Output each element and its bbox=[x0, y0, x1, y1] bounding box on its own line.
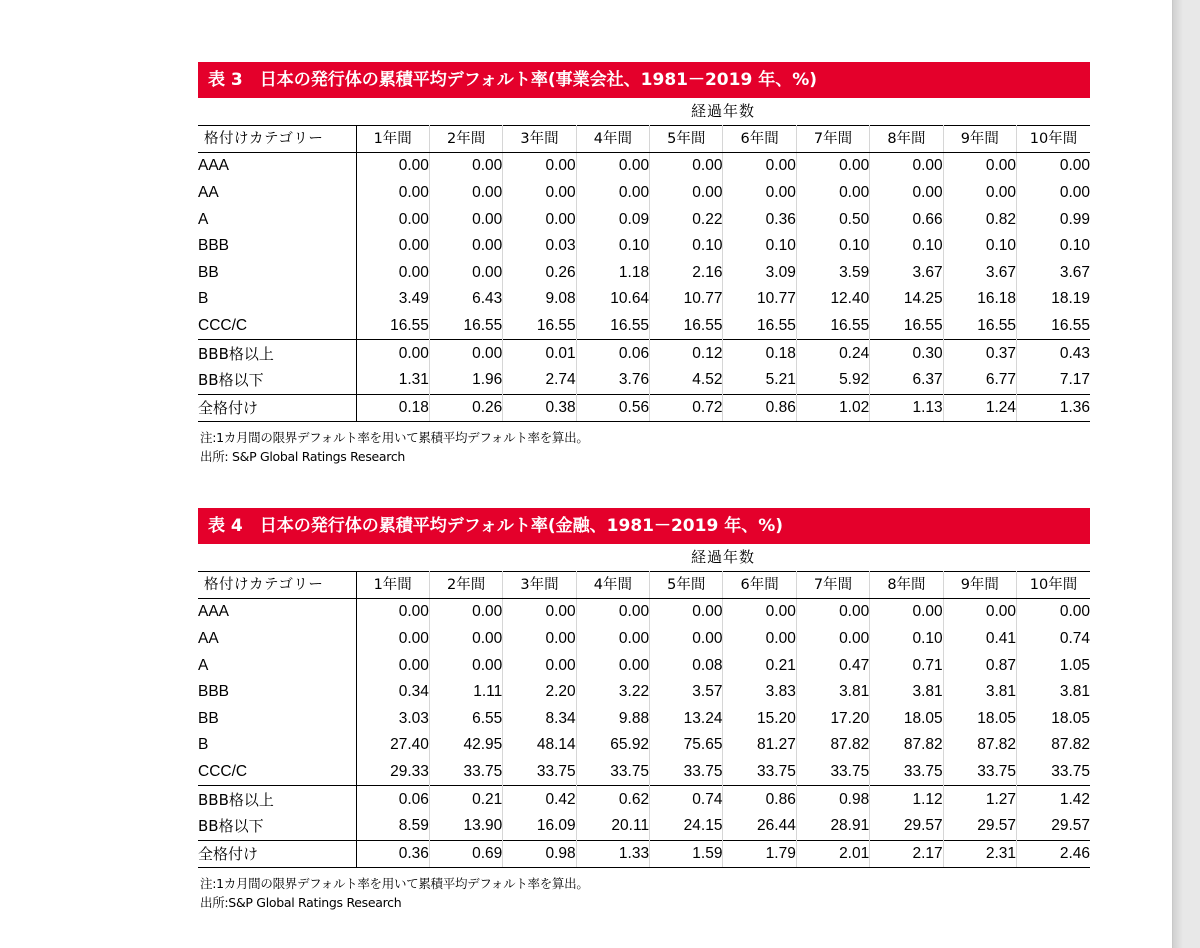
value-cell: 1.12 bbox=[870, 786, 943, 813]
table-row bbox=[198, 652, 1090, 679]
value-cell: 3.81 bbox=[870, 679, 943, 706]
value-cell: 0.00 bbox=[429, 180, 502, 207]
rating-label: CCC/C bbox=[198, 759, 356, 786]
value-cell: 3.09 bbox=[723, 260, 796, 287]
value-cell: 0.00 bbox=[356, 652, 429, 679]
rating-label: AA bbox=[198, 180, 356, 207]
value-cell: 29.57 bbox=[943, 813, 1016, 840]
value-cell: 0.10 bbox=[870, 626, 943, 653]
value-cell: 0.00 bbox=[356, 340, 429, 367]
column-header-row bbox=[198, 571, 1090, 599]
value-cell: 16.55 bbox=[943, 313, 1016, 340]
rating-label: BBB格以上 bbox=[198, 786, 356, 813]
value-cell: 2.20 bbox=[503, 679, 576, 706]
rating-label: BBB bbox=[198, 233, 356, 260]
value-cell: 0.10 bbox=[1059, 237, 1091, 255]
rating-label: B bbox=[198, 286, 356, 313]
value-cell: 48.14 bbox=[503, 732, 576, 759]
column-header-5y: 5年間 bbox=[650, 125, 723, 153]
value-cell: 1.24 bbox=[943, 394, 1016, 422]
value-cell: 0.00 bbox=[576, 153, 649, 180]
column-header-6y: 6年間 bbox=[723, 125, 796, 153]
span-header-row bbox=[198, 544, 1090, 571]
value-cell: 29.57 bbox=[1051, 817, 1091, 835]
value-cell: 1.36 bbox=[1017, 394, 1091, 422]
value-cell: 0.82 bbox=[943, 206, 1016, 233]
value-cell: 3.67 bbox=[943, 260, 1016, 287]
value-cell: 87.82 bbox=[870, 732, 943, 759]
value-cell: 10.77 bbox=[723, 286, 796, 313]
value-cell: 0.00 bbox=[356, 206, 429, 233]
value-cell: 0.00 bbox=[723, 180, 796, 207]
value-cell: 0.12 bbox=[650, 340, 723, 367]
value-cell: 2.46 bbox=[1017, 840, 1091, 868]
value-cell: 0.00 bbox=[429, 340, 502, 367]
value-cell: 1.13 bbox=[870, 394, 943, 422]
value-cell: 0.99 bbox=[1059, 210, 1091, 228]
value-cell: 16.55 bbox=[650, 313, 723, 340]
column-header-8y: 8年間 bbox=[870, 125, 943, 153]
value-cell: 4.52 bbox=[650, 367, 723, 394]
value-cell: 0.00 bbox=[356, 626, 429, 653]
column-header-row bbox=[198, 125, 1090, 153]
elapsed-years-header: 経過年数 bbox=[691, 102, 756, 121]
table3-title: 表 3 日本の発行体の累積平均デフォルト率(事業会社、1981－2019 年、%) bbox=[198, 62, 1090, 98]
value-cell: 1.31 bbox=[356, 367, 429, 394]
value-cell: 1.11 bbox=[429, 679, 502, 706]
value-cell: 9.08 bbox=[503, 286, 576, 313]
value-cell: 0.00 bbox=[576, 652, 649, 679]
value-cell: 16.55 bbox=[503, 313, 576, 340]
table-row bbox=[198, 286, 1090, 313]
column-header-7y: 7年間 bbox=[796, 571, 869, 599]
value-cell: 0.00 bbox=[356, 599, 429, 626]
value-cell: 33.75 bbox=[943, 759, 1016, 786]
rating-label: B bbox=[198, 732, 356, 759]
rating-label: 全格付け bbox=[198, 840, 356, 868]
value-cell: 42.95 bbox=[429, 732, 502, 759]
table-row bbox=[198, 153, 1090, 180]
value-cell: 0.00 bbox=[503, 206, 576, 233]
value-cell: 1.42 bbox=[1017, 786, 1091, 813]
value-cell: 26.44 bbox=[723, 813, 796, 840]
rating-category-header: 格付けカテゴリー bbox=[198, 571, 356, 599]
value-cell: 0.74 bbox=[650, 786, 723, 813]
table-row bbox=[198, 759, 1090, 786]
value-cell: 0.00 bbox=[723, 626, 796, 653]
value-cell: 1.79 bbox=[723, 840, 796, 868]
value-cell: 0.00 bbox=[943, 153, 1016, 180]
rating-label: AAA bbox=[198, 153, 356, 180]
table-row bbox=[198, 679, 1090, 706]
value-cell: 0.26 bbox=[429, 394, 502, 422]
value-cell: 3.81 bbox=[1059, 683, 1091, 701]
value-cell: 28.91 bbox=[796, 813, 869, 840]
rating-label: AAA bbox=[198, 599, 356, 626]
table4-note: 注:1カ月間の限界デフォルト率を用いて累積平均デフォルト率を算出。 bbox=[200, 876, 589, 892]
value-cell: 0.00 bbox=[943, 180, 1016, 207]
value-cell: 7.17 bbox=[1059, 371, 1091, 389]
table3-section bbox=[198, 62, 1090, 466]
value-cell: 0.26 bbox=[503, 260, 576, 287]
table-row bbox=[198, 313, 1090, 340]
value-cell: 3.22 bbox=[576, 679, 649, 706]
viewer-right-gutter bbox=[1172, 0, 1200, 948]
value-cell: 0.00 bbox=[429, 153, 502, 180]
column-header-5y: 5年間 bbox=[650, 571, 723, 599]
value-cell: 0.00 bbox=[576, 599, 649, 626]
value-cell: 1.05 bbox=[1059, 656, 1091, 674]
value-cell: 0.00 bbox=[429, 233, 502, 260]
table-row bbox=[198, 626, 1090, 653]
value-cell: 0.24 bbox=[796, 340, 869, 367]
value-cell: 0.00 bbox=[356, 153, 429, 180]
value-cell: 18.05 bbox=[870, 706, 943, 733]
column-header-7y: 7年間 bbox=[796, 125, 869, 153]
rating-label: BB格以下 bbox=[198, 813, 356, 840]
value-cell: 6.43 bbox=[429, 286, 502, 313]
value-cell: 33.75 bbox=[429, 759, 502, 786]
value-cell: 29.33 bbox=[356, 759, 429, 786]
table-row bbox=[198, 260, 1090, 287]
table-row bbox=[198, 394, 1090, 422]
value-cell: 16.55 bbox=[356, 313, 429, 340]
value-cell: 0.21 bbox=[723, 652, 796, 679]
value-cell: 33.75 bbox=[650, 759, 723, 786]
column-header-3y: 3年間 bbox=[503, 571, 576, 599]
value-cell: 0.00 bbox=[576, 180, 649, 207]
value-cell: 0.00 bbox=[429, 626, 502, 653]
value-cell: 0.36 bbox=[356, 840, 429, 868]
value-cell: 0.00 bbox=[1059, 603, 1091, 621]
value-cell: 0.00 bbox=[503, 652, 576, 679]
value-cell: 0.69 bbox=[429, 840, 502, 868]
rating-label: BB bbox=[198, 260, 356, 287]
table3-note: 注:1カ月間の限界デフォルト率を用いて累積平均デフォルト率を算出。 bbox=[200, 430, 589, 446]
table4-grid bbox=[198, 544, 1090, 868]
value-cell: 0.10 bbox=[576, 233, 649, 260]
value-cell: 3.49 bbox=[356, 286, 429, 313]
table4-source: 出所:S&P Global Ratings Research bbox=[200, 895, 402, 911]
column-header-10y: 10年間 bbox=[1017, 571, 1091, 599]
value-cell: 0.72 bbox=[650, 394, 723, 422]
value-cell: 13.90 bbox=[429, 813, 502, 840]
value-cell: 0.00 bbox=[723, 153, 796, 180]
rating-label: A bbox=[198, 206, 356, 233]
table3-notes bbox=[198, 428, 1090, 466]
value-cell: 2.17 bbox=[870, 840, 943, 868]
column-header-10y: 10年間 bbox=[1017, 125, 1091, 153]
value-cell: 0.34 bbox=[356, 679, 429, 706]
value-cell: 0.00 bbox=[1059, 184, 1091, 202]
value-cell: 0.10 bbox=[650, 233, 723, 260]
table-row bbox=[198, 786, 1090, 813]
value-cell: 33.75 bbox=[870, 759, 943, 786]
value-cell: 1.96 bbox=[429, 367, 502, 394]
value-cell: 0.10 bbox=[943, 233, 1016, 260]
table-row bbox=[198, 180, 1090, 207]
value-cell: 3.59 bbox=[796, 260, 869, 287]
value-cell: 0.00 bbox=[943, 599, 1016, 626]
value-cell: 0.38 bbox=[503, 394, 576, 422]
value-cell: 16.09 bbox=[503, 813, 576, 840]
value-cell: 14.25 bbox=[870, 286, 943, 313]
value-cell: 0.71 bbox=[870, 652, 943, 679]
value-cell: 33.75 bbox=[576, 759, 649, 786]
table-row bbox=[198, 813, 1090, 840]
value-cell: 3.03 bbox=[356, 706, 429, 733]
column-header-6y: 6年間 bbox=[723, 571, 796, 599]
value-cell: 9.88 bbox=[576, 706, 649, 733]
column-header-9y: 9年間 bbox=[943, 125, 1016, 153]
value-cell: 0.18 bbox=[356, 394, 429, 422]
value-cell: 0.09 bbox=[576, 206, 649, 233]
value-cell: 27.40 bbox=[356, 732, 429, 759]
table3-grid bbox=[198, 98, 1090, 422]
column-header-1y: 1年間 bbox=[356, 125, 429, 153]
value-cell: 0.00 bbox=[650, 153, 723, 180]
rating-label: BBB bbox=[198, 679, 356, 706]
value-cell: 0.43 bbox=[1017, 340, 1091, 367]
value-cell: 1.33 bbox=[576, 840, 649, 868]
table-row bbox=[198, 599, 1090, 626]
value-cell: 87.82 bbox=[796, 732, 869, 759]
table-row bbox=[198, 367, 1090, 394]
value-cell: 10.77 bbox=[650, 286, 723, 313]
value-cell: 12.40 bbox=[796, 286, 869, 313]
value-cell: 16.55 bbox=[723, 313, 796, 340]
value-cell: 33.75 bbox=[1051, 763, 1091, 781]
value-cell: 0.47 bbox=[796, 652, 869, 679]
value-cell: 0.22 bbox=[650, 206, 723, 233]
value-cell: 13.24 bbox=[650, 706, 723, 733]
value-cell: 0.30 bbox=[870, 340, 943, 367]
value-cell: 0.00 bbox=[870, 153, 943, 180]
value-cell: 3.76 bbox=[576, 367, 649, 394]
value-cell: 3.81 bbox=[943, 679, 1016, 706]
value-cell: 5.92 bbox=[796, 367, 869, 394]
value-cell: 0.00 bbox=[576, 626, 649, 653]
value-cell: 0.10 bbox=[796, 233, 869, 260]
value-cell: 0.41 bbox=[943, 626, 1016, 653]
value-cell: 29.57 bbox=[870, 813, 943, 840]
value-cell: 65.92 bbox=[576, 732, 649, 759]
value-cell: 16.55 bbox=[576, 313, 649, 340]
value-cell: 17.20 bbox=[796, 706, 869, 733]
value-cell: 0.10 bbox=[870, 233, 943, 260]
table4-title: 表 4 日本の発行体の累積平均デフォルト率(金融、1981－2019 年、%) bbox=[198, 508, 1090, 544]
value-cell: 0.62 bbox=[576, 786, 649, 813]
column-header-4y: 4年間 bbox=[576, 571, 649, 599]
value-cell: 0.00 bbox=[796, 599, 869, 626]
column-header-3y: 3年間 bbox=[503, 125, 576, 153]
value-cell: 0.56 bbox=[576, 394, 649, 422]
value-cell: 16.55 bbox=[796, 313, 869, 340]
value-cell: 24.15 bbox=[650, 813, 723, 840]
value-cell: 2.31 bbox=[943, 840, 1016, 868]
value-cell: 16.55 bbox=[870, 313, 943, 340]
value-cell: 33.75 bbox=[723, 759, 796, 786]
value-cell: 0.98 bbox=[796, 786, 869, 813]
value-cell: 1.18 bbox=[576, 260, 649, 287]
value-cell: 1.02 bbox=[796, 394, 869, 422]
value-cell: 0.00 bbox=[429, 599, 502, 626]
value-cell: 3.57 bbox=[650, 679, 723, 706]
value-cell: 0.87 bbox=[943, 652, 1016, 679]
column-header-2y: 2年間 bbox=[429, 125, 502, 153]
column-header-9y: 9年間 bbox=[943, 571, 1016, 599]
value-cell: 2.01 bbox=[796, 840, 869, 868]
value-cell: 0.03 bbox=[503, 233, 576, 260]
value-cell: 0.00 bbox=[503, 153, 576, 180]
value-cell: 0.00 bbox=[650, 599, 723, 626]
rating-label: CCC/C bbox=[198, 313, 356, 340]
column-header-8y: 8年間 bbox=[870, 571, 943, 599]
rating-label: BB bbox=[198, 706, 356, 733]
value-cell: 1.59 bbox=[650, 840, 723, 868]
rating-label: A bbox=[198, 652, 356, 679]
value-cell: 0.01 bbox=[503, 340, 576, 367]
value-cell: 0.18 bbox=[723, 340, 796, 367]
value-cell: 0.00 bbox=[650, 180, 723, 207]
value-cell: 0.98 bbox=[503, 840, 576, 868]
value-cell: 0.74 bbox=[1059, 630, 1091, 648]
value-cell: 3.81 bbox=[796, 679, 869, 706]
value-cell: 0.00 bbox=[870, 180, 943, 207]
column-header-2y: 2年間 bbox=[429, 571, 502, 599]
value-cell: 0.00 bbox=[1059, 157, 1091, 175]
value-cell: 87.82 bbox=[943, 732, 1016, 759]
column-header-4y: 4年間 bbox=[576, 125, 649, 153]
value-cell: 0.00 bbox=[796, 626, 869, 653]
value-cell: 6.77 bbox=[943, 367, 1016, 394]
value-cell: 0.86 bbox=[723, 394, 796, 422]
value-cell: 16.55 bbox=[429, 313, 502, 340]
value-cell: 18.19 bbox=[1051, 290, 1091, 308]
span-header-row bbox=[198, 98, 1090, 125]
value-cell: 3.83 bbox=[723, 679, 796, 706]
column-header-1y: 1年間 bbox=[356, 571, 429, 599]
value-cell: 0.08 bbox=[650, 652, 723, 679]
table-row bbox=[198, 206, 1090, 233]
value-cell: 8.59 bbox=[356, 813, 429, 840]
value-cell: 0.00 bbox=[503, 626, 576, 653]
rating-label: BBB格以上 bbox=[198, 340, 356, 367]
value-cell: 3.67 bbox=[870, 260, 943, 287]
value-cell: 2.74 bbox=[503, 367, 576, 394]
value-cell: 0.50 bbox=[796, 206, 869, 233]
value-cell: 0.10 bbox=[723, 233, 796, 260]
value-cell: 0.86 bbox=[723, 786, 796, 813]
elapsed-years-header: 経過年数 bbox=[691, 548, 756, 567]
table3-source: 出所: S&P Global Ratings Research bbox=[200, 449, 406, 465]
rating-label: AA bbox=[198, 626, 356, 653]
value-cell: 8.34 bbox=[503, 706, 576, 733]
value-cell: 0.00 bbox=[356, 180, 429, 207]
rating-label: 全格付け bbox=[198, 394, 356, 422]
value-cell: 0.00 bbox=[429, 206, 502, 233]
value-cell: 0.00 bbox=[429, 260, 502, 287]
value-cell: 0.06 bbox=[356, 786, 429, 813]
value-cell: 0.00 bbox=[796, 180, 869, 207]
value-cell: 87.82 bbox=[1051, 736, 1091, 754]
table-row bbox=[198, 233, 1090, 260]
table4-notes bbox=[198, 874, 1090, 912]
value-cell: 16.18 bbox=[943, 286, 1016, 313]
value-cell: 15.20 bbox=[723, 706, 796, 733]
table4-section bbox=[198, 508, 1090, 912]
value-cell: 0.00 bbox=[503, 180, 576, 207]
rating-label: BB格以下 bbox=[198, 367, 356, 394]
value-cell: 0.37 bbox=[943, 340, 1016, 367]
table-row bbox=[198, 340, 1090, 367]
value-cell: 6.55 bbox=[429, 706, 502, 733]
value-cell: 5.21 bbox=[723, 367, 796, 394]
value-cell: 6.37 bbox=[870, 367, 943, 394]
value-cell: 10.64 bbox=[576, 286, 649, 313]
value-cell: 33.75 bbox=[503, 759, 576, 786]
value-cell: 0.00 bbox=[650, 626, 723, 653]
value-cell: 0.00 bbox=[870, 599, 943, 626]
value-cell: 20.11 bbox=[576, 813, 649, 840]
value-cell: 18.05 bbox=[943, 706, 1016, 733]
table-row bbox=[198, 732, 1090, 759]
value-cell: 1.27 bbox=[943, 786, 1016, 813]
value-cell: 0.00 bbox=[723, 599, 796, 626]
value-cell: 81.27 bbox=[723, 732, 796, 759]
value-cell: 0.00 bbox=[356, 260, 429, 287]
value-cell: 75.65 bbox=[650, 732, 723, 759]
value-cell: 33.75 bbox=[796, 759, 869, 786]
value-cell: 0.00 bbox=[796, 153, 869, 180]
value-cell: 0.66 bbox=[870, 206, 943, 233]
value-cell: 0.06 bbox=[576, 340, 649, 367]
value-cell: 18.05 bbox=[1051, 709, 1091, 727]
value-cell: 0.00 bbox=[356, 233, 429, 260]
value-cell: 0.00 bbox=[429, 652, 502, 679]
table-row bbox=[198, 840, 1090, 868]
value-cell: 16.55 bbox=[1051, 317, 1091, 335]
value-cell: 0.36 bbox=[723, 206, 796, 233]
value-cell: 0.00 bbox=[503, 599, 576, 626]
value-cell: 0.42 bbox=[503, 786, 576, 813]
table-row bbox=[198, 706, 1090, 733]
rating-category-header: 格付けカテゴリー bbox=[198, 125, 356, 153]
value-cell: 0.21 bbox=[429, 786, 502, 813]
value-cell: 2.16 bbox=[650, 260, 723, 287]
value-cell: 3.67 bbox=[1059, 263, 1091, 281]
